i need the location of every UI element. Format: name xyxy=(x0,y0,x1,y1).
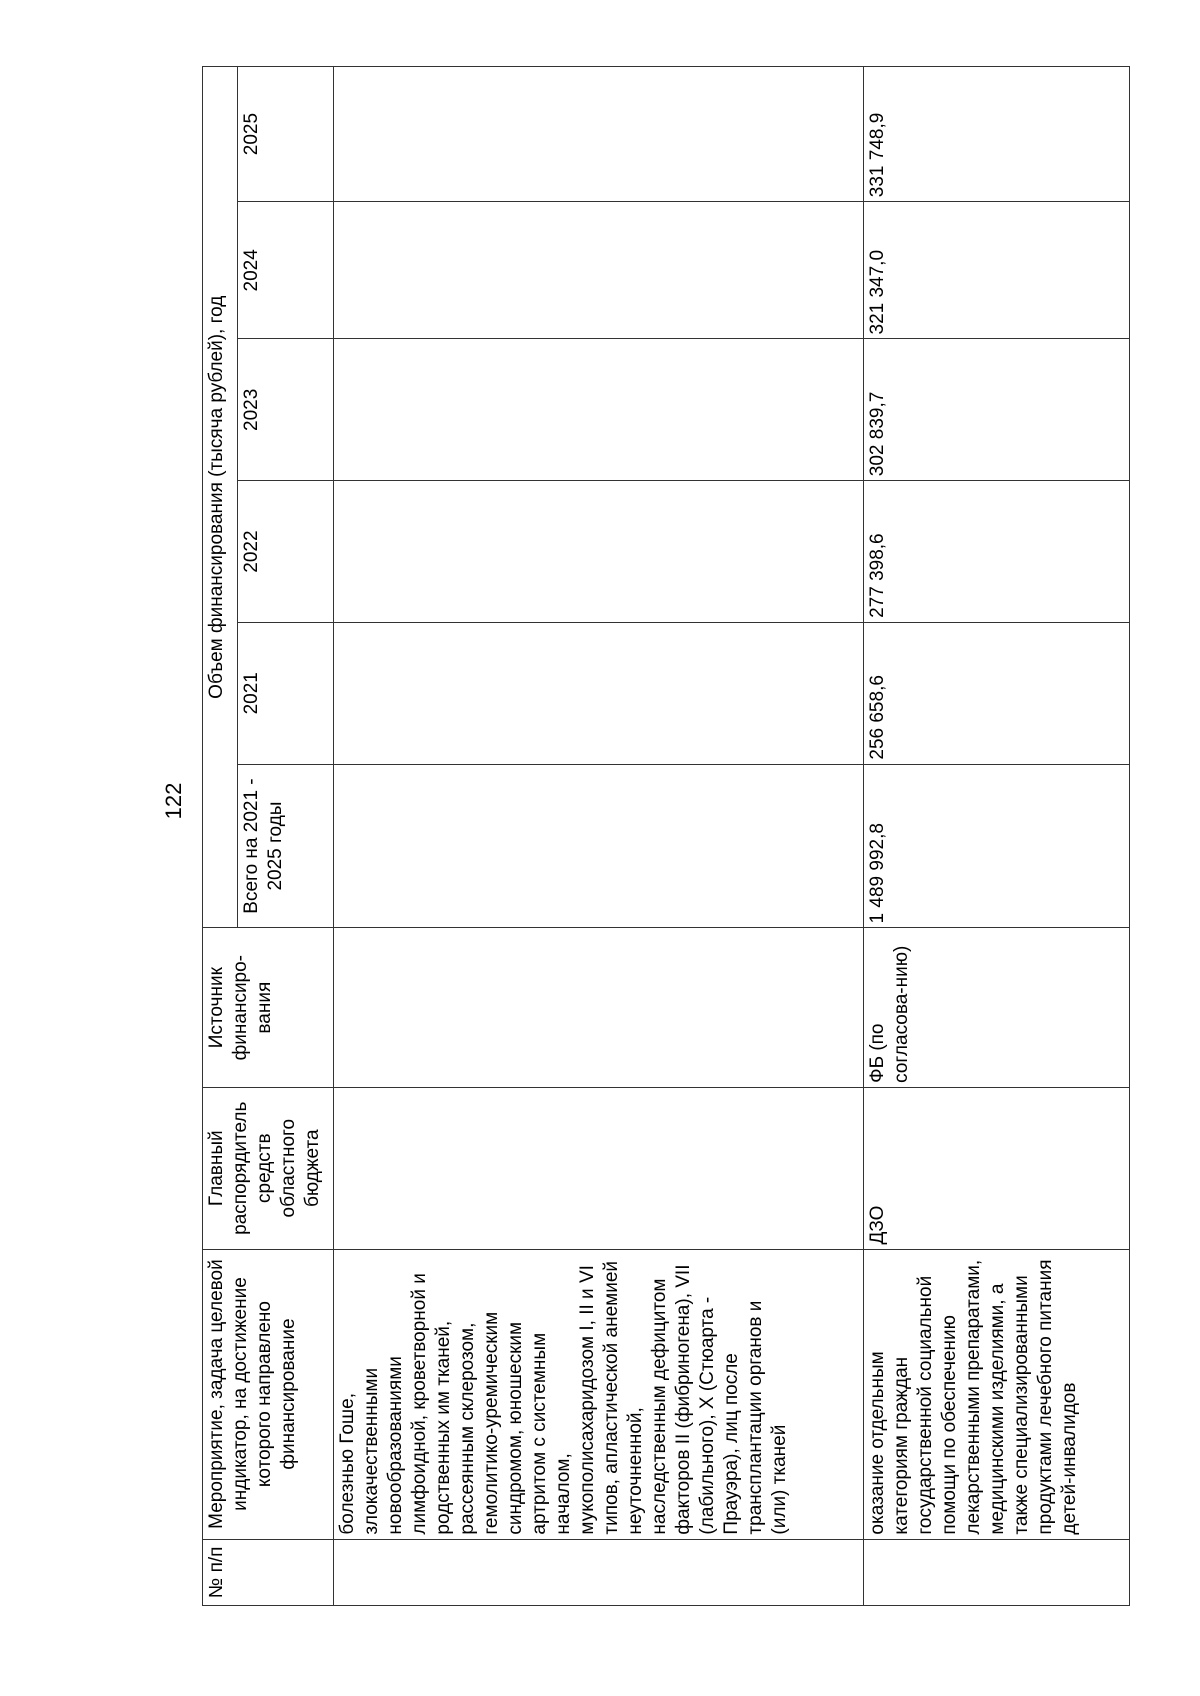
header-manager: Главный распорядитель средств областного бюджета xyxy=(203,1087,334,1249)
row-total xyxy=(334,764,864,928)
row-no xyxy=(334,1539,864,1605)
header-year-2021: 2021 xyxy=(238,622,334,764)
header-no: № п/п xyxy=(203,1539,334,1605)
row-manager: ДЗО xyxy=(864,1087,1130,1249)
header-year-2024: 2024 xyxy=(238,202,334,339)
header-year-2025: 2025 xyxy=(238,67,334,202)
row-2021: 256 658,6 xyxy=(864,622,1130,764)
row-2023: 302 839,7 xyxy=(864,339,1130,481)
row-2024: 321 347,0 xyxy=(864,202,1130,339)
header-year-2022: 2022 xyxy=(238,481,334,623)
row-source xyxy=(334,928,864,1087)
financing-table xyxy=(202,66,1130,1606)
financing-table-wrapper xyxy=(202,66,1130,1606)
header-year-2023: 2023 xyxy=(238,339,334,481)
row-no xyxy=(864,1539,1130,1605)
table-row xyxy=(864,67,1130,1606)
row-total: 1 489 992,8 xyxy=(864,764,1130,928)
row-2023 xyxy=(334,339,864,481)
row-activity: оказание отдельным категориям граждан государственной социальной помощи по обеспечению лекарственными препаратами, медицинскими изделиями, а также специализированными продуктами лечебного питания детей-инвалидов xyxy=(864,1249,1130,1539)
row-source: ФБ (по согласова-нию) xyxy=(864,928,1130,1087)
header-financing-group: Объем финансирования (тысяча рублей), год xyxy=(203,67,238,928)
row-2022: 277 398,6 xyxy=(864,481,1130,623)
row-manager xyxy=(334,1087,864,1249)
header-source: Источник финансиро-вания xyxy=(203,928,334,1087)
row-2022 xyxy=(334,481,864,623)
page-number: 122 xyxy=(161,782,186,820)
row-2024 xyxy=(334,202,864,339)
row-2025: 331 748,9 xyxy=(864,67,1130,202)
table-row xyxy=(334,67,864,1606)
row-activity: болезнью Гоше, злокачественными новообразованиями лимфоидной, кроветворной и родственных им тканей, рассеянным склерозом, гемолитико-уремическим синдромом, юношеским артритом с системным началом, мукополисахаридозом I, II и VI типов, апластической анемией неуточненной, наследственным дефицитом факторов II (фибриногена), VII (лабильного), X (Стюарта - Прауэра), лиц после трансплантации органов и (или) тканей xyxy=(334,1249,864,1539)
header-total: Всего на 2021 - 2025 годы xyxy=(238,764,334,928)
row-2021 xyxy=(334,622,864,764)
row-2025 xyxy=(334,67,864,202)
header-activity: Мероприятие, задача целевой индикатор, на достижение которого направлено финансирование xyxy=(203,1249,334,1539)
